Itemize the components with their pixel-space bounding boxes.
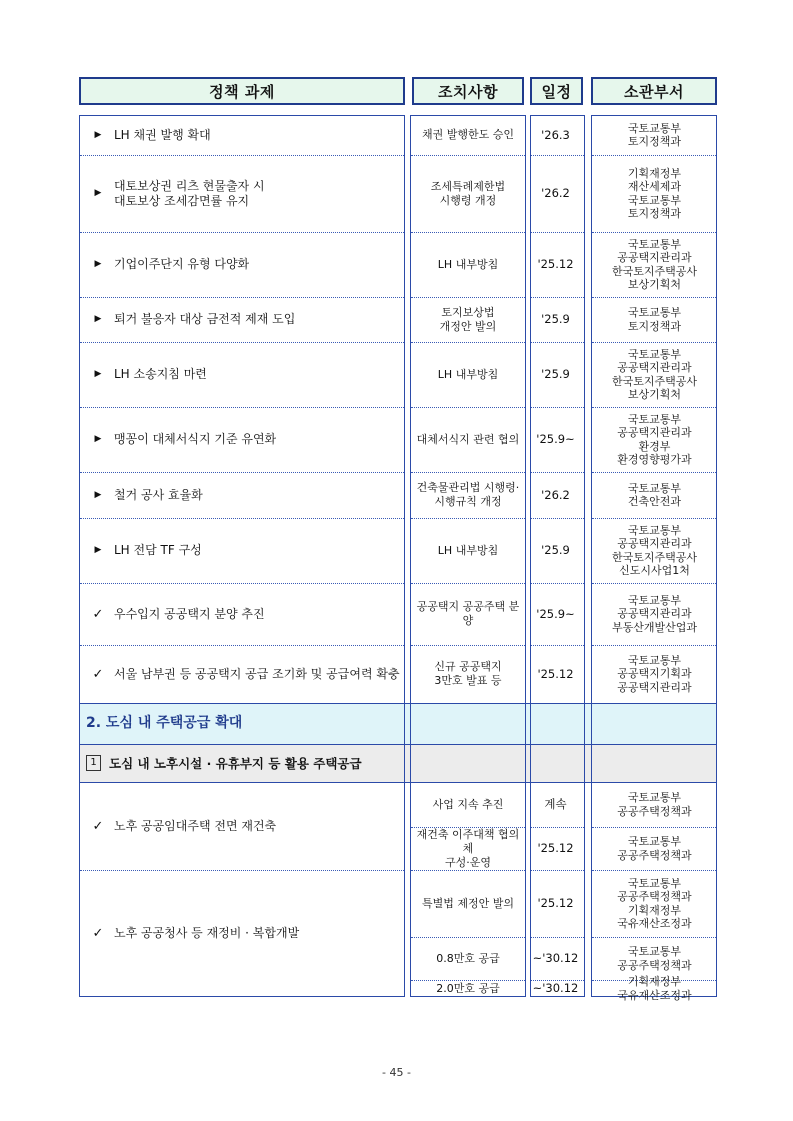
- dept-line: 공공택지관리과: [617, 607, 692, 621]
- dept-cell: [593, 870, 716, 937]
- check-icon: ✓: [92, 606, 104, 622]
- dept-line: 국유재산조정과: [617, 988, 692, 1002]
- dept-line: 국토교통부: [627, 347, 682, 361]
- task-text: 노후 공공임대주택 전면 재건축: [114, 818, 277, 833]
- header-dept: 소관부서: [591, 77, 717, 105]
- task-text: 노후 공공청사 등 재정비 · 복합개발: [114, 926, 300, 940]
- dept-line: 건축안전과: [627, 495, 682, 508]
- schedule-cell: [528, 115, 583, 155]
- action-cell: [412, 407, 524, 472]
- task-cell: [84, 782, 410, 870]
- dept-line: 국토교통부: [627, 791, 682, 804]
- task-text: LH 채권 발행 확대: [114, 127, 211, 142]
- schedule-cell-text: '25.12: [537, 896, 574, 910]
- schedule-cell-text: '26.2: [541, 487, 570, 502]
- task-cell: [84, 645, 410, 703]
- action-cell: [412, 827, 524, 870]
- dept-line: 국토교통부: [627, 876, 682, 890]
- dept-cell: [593, 827, 716, 870]
- schedule-cell-text: '25.12: [537, 841, 574, 855]
- dept-line: 공공택지기획과: [617, 667, 692, 681]
- schedule-cell-text: 계속: [544, 797, 567, 811]
- dept-cell: [593, 472, 716, 518]
- schedule-cell: [528, 870, 583, 937]
- task-cell: [84, 115, 410, 155]
- dept-line: 보상기획처: [627, 278, 682, 291]
- task-text: 철거 공사 효율화: [114, 487, 203, 502]
- dept-cell: [593, 232, 716, 297]
- dept-line: 환경영향평가과: [617, 453, 692, 466]
- action-cell-text: LH 내부방침: [437, 367, 499, 381]
- task-cell: [84, 232, 410, 297]
- dept-line: 토지정책과: [627, 207, 682, 220]
- action-cell: [412, 472, 524, 518]
- dept-line: 환경부: [638, 439, 671, 453]
- triangle-bullet-icon: ▶: [94, 314, 102, 324]
- dept-cell: [593, 645, 716, 703]
- action-cell: [412, 342, 524, 407]
- action-cell: [412, 782, 524, 827]
- header-task: 정책 과제: [79, 77, 405, 105]
- dept-line: 공공택지관리과: [617, 361, 692, 374]
- dept-line: 공공택지관리과: [617, 537, 692, 550]
- check-icon: ✓: [92, 666, 104, 682]
- dept-cell: [593, 518, 716, 583]
- action-cell: [412, 155, 524, 232]
- header-action: 조치사항: [412, 77, 524, 105]
- dept-line: 신도시사업1처: [619, 564, 690, 577]
- subsection-number-box: 1: [86, 755, 101, 771]
- dept-line: 국토교통부: [627, 945, 682, 958]
- dept-cell: [593, 115, 716, 155]
- dept-cell: [593, 937, 716, 980]
- dept-line: 한국토지주택공사: [611, 550, 697, 564]
- schedule-cell: [528, 518, 583, 583]
- dept-cell: [593, 407, 716, 472]
- schedule-cell: [528, 155, 583, 232]
- dept-line: 국토교통부: [627, 835, 682, 848]
- schedule-cell-text: '25.12: [537, 257, 574, 271]
- dept-line: 기획재정부: [627, 166, 682, 180]
- dept-line: 국토교통부: [627, 306, 682, 319]
- page-number: - 45 -: [382, 1066, 411, 1079]
- action-cell-text: 특별법 제정안 발의: [421, 896, 514, 910]
- schedule-cell-text: '26.2: [541, 186, 570, 200]
- action-cell-text: LH 내부방침: [437, 257, 499, 271]
- dept-line: 공공주택정책과: [617, 804, 692, 818]
- dept-line: 공공주택정책과: [617, 958, 692, 972]
- schedule-cell-text: ~'30.12: [532, 981, 579, 995]
- action-cell-text: 토지보상법 개정안 발의: [439, 305, 497, 333]
- dept-line: 국토교통부: [627, 653, 682, 667]
- dept-line: 공공주택정책과: [617, 890, 692, 903]
- task-cell: [84, 870, 410, 997]
- check-icon: ✓: [92, 926, 104, 941]
- dept-line: 재산세제과: [627, 180, 682, 193]
- dept-line: 보상기획처: [627, 388, 682, 401]
- schedule-cell: [528, 472, 583, 518]
- dept-line: 한국토지주택공사: [611, 374, 697, 388]
- action-cell: [412, 583, 524, 645]
- dept-line: 공공택지관리과: [617, 680, 692, 694]
- dept-line: 국토교통부: [627, 237, 682, 251]
- action-cell-text: 재건축 이주대책 협의체 구성·운영: [416, 827, 520, 869]
- task-cell: [84, 297, 410, 342]
- task-text: 대토보상권 리츠 현물출자 시 대토보상 조세감면률 유지: [114, 178, 265, 208]
- subsection-title: [82, 744, 408, 782]
- task-text: 맹꽁이 대체서식지 기준 유연화: [114, 432, 277, 446]
- action-cell-text: 공공택지 공공주택 분양: [416, 600, 520, 627]
- task-cell: [84, 472, 410, 518]
- schedule-cell-text: '25.9: [541, 367, 570, 381]
- schedule-cell-text: '26.3: [541, 127, 570, 142]
- schedule-cell: [528, 980, 583, 997]
- action-cell: [412, 937, 524, 980]
- dept-line: 토지정책과: [627, 135, 682, 148]
- task-text: 서울 남부권 등 공공택지 공급 조기화 및 공급여력 확충: [114, 666, 400, 681]
- triangle-bullet-icon: ▶: [94, 129, 102, 140]
- triangle-bullet-icon: ▶: [94, 489, 102, 500]
- schedule-cell: [528, 583, 583, 645]
- triangle-bullet-icon: ▶: [94, 545, 102, 555]
- header-schedule: 일정: [530, 77, 583, 105]
- schedule-cell: [528, 297, 583, 342]
- action-cell: [412, 645, 524, 703]
- dept-cell: [593, 297, 716, 342]
- dept-line: 국토교통부: [627, 121, 682, 135]
- action-cell: [412, 297, 524, 342]
- section2-title-text: 2. 도심 내 주택공급 확대: [86, 715, 243, 731]
- schedule-cell: [528, 407, 583, 472]
- action-cell-text: 조세특례제한법 시행령 개정: [430, 179, 506, 207]
- schedule-cell: [528, 937, 583, 980]
- schedule-cell: [528, 645, 583, 703]
- task-text: 우수입지 공공택지 분양 추진: [114, 606, 265, 621]
- action-cell-text: 채권 발행한도 승인: [421, 128, 514, 141]
- dept-line: 공공택지관리과: [617, 426, 692, 439]
- action-cell: [412, 980, 524, 997]
- task-cell: [84, 407, 410, 472]
- task-text: 퇴거 불응자 대상 금전적 제재 도입: [114, 312, 296, 326]
- schedule-cell-text: '25.9: [541, 312, 570, 326]
- schedule-cell: [528, 232, 583, 297]
- action-cell-text: 0.8만호 공급: [436, 951, 500, 965]
- task-cell: [84, 342, 410, 407]
- dept-line: 기획재정부: [627, 903, 682, 917]
- subsection-title-text: 도심 내 노후시설 · 유휴부지 등 활용 주택공급: [109, 755, 362, 771]
- action-cell: [412, 518, 524, 583]
- schedule-cell-text: '25.12: [537, 666, 574, 681]
- schedule-cell-text: '25.9~: [536, 432, 575, 446]
- dept-line: 국토교통부: [627, 193, 682, 207]
- dept-line: 국토교통부: [627, 481, 682, 495]
- dept-line: 국유재산조정과: [617, 917, 692, 930]
- dept-cell: [593, 342, 716, 407]
- dept-line: 국토교통부: [627, 523, 682, 537]
- schedule-cell: [528, 342, 583, 407]
- action-cell: [412, 870, 524, 937]
- dept-line: 부동산개발산업과: [611, 620, 697, 634]
- triangle-bullet-icon: ▶: [94, 369, 102, 379]
- section2-title: [82, 703, 408, 744]
- section-border: [79, 703, 717, 704]
- task-text: 기업이주단지 유형 다양화: [114, 257, 250, 271]
- action-cell-text: 대체서식지 관련 협의: [416, 432, 520, 446]
- action-cell-text: 신규 공공택지 3만호 발표 등: [434, 660, 502, 687]
- schedule-cell: [528, 782, 583, 827]
- check-icon: ✓: [92, 818, 104, 834]
- task-cell: [84, 155, 410, 232]
- schedule-cell-text: '25.9: [541, 543, 570, 557]
- dept-cell: [593, 975, 716, 1002]
- dept-line: 기획재정부: [627, 975, 682, 988]
- task-cell: [84, 518, 410, 583]
- task-text: LH 소송지침 마련: [114, 367, 207, 381]
- triangle-bullet-icon: ▶: [94, 259, 102, 269]
- dept-line: 국토교통부: [627, 412, 682, 426]
- schedule-cell-text: '25.9~: [536, 606, 575, 621]
- task-cell: [84, 583, 410, 645]
- dept-cell: [593, 155, 716, 232]
- dept-line: 공공주택정책과: [617, 848, 692, 862]
- action-cell-text: 사업 지속 추진: [432, 797, 504, 811]
- dept-line: 공공택지관리과: [617, 251, 692, 264]
- dept-cell: [593, 782, 716, 827]
- action-cell-text: 2.0만호 공급: [436, 981, 500, 995]
- task-text: LH 전담 TF 구성: [114, 543, 202, 557]
- action-cell-text: 건축물관리법 시행령· 시행규칙 개정: [416, 481, 520, 508]
- action-cell: [412, 115, 524, 155]
- triangle-bullet-icon: ▶: [94, 434, 102, 444]
- dept-line: 한국토지주택공사: [611, 264, 697, 278]
- action-cell-text: LH 내부방침: [437, 543, 499, 557]
- dept-line: 국토교통부: [627, 593, 682, 607]
- schedule-cell: [528, 827, 583, 870]
- action-cell: [412, 232, 524, 297]
- dept-line: 토지정책과: [627, 319, 682, 333]
- dept-cell: [593, 583, 716, 645]
- triangle-bullet-icon: ▶: [94, 188, 102, 198]
- schedule-cell-text: ~'30.12: [532, 951, 579, 965]
